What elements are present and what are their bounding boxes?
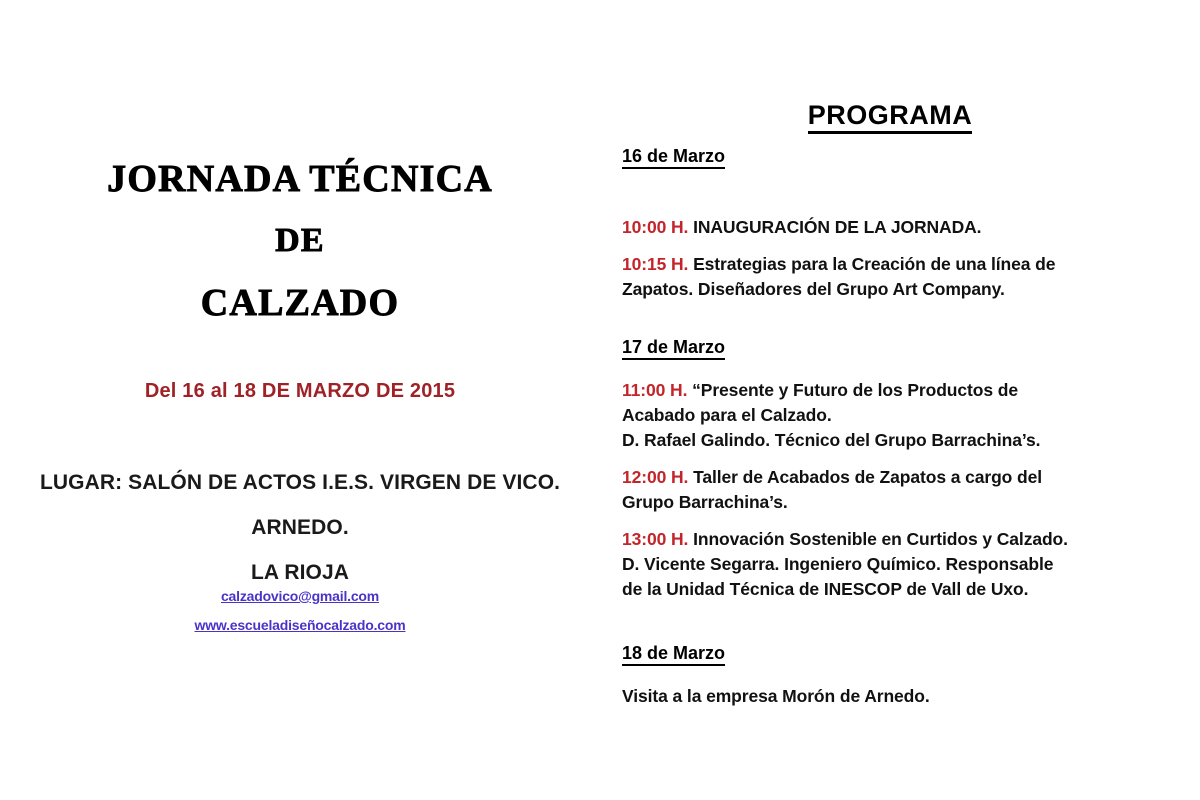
entry-desc: Taller de Acabados de Zapatos a cargo del: [688, 467, 1043, 487]
poster-title: [0, 148, 600, 334]
entry-time: 11:00 H.: [622, 380, 688, 400]
spacer: [622, 602, 1182, 642]
venue-line-place: LUGAR: SALÓN DE ACTOS I.E.S. VIRGEN DE VICO.: [39, 471, 561, 494]
schedule-entry: [622, 252, 1182, 302]
entry-cont-line: de la Unidad Técnica de INESCOP de Vall de Uxo.: [622, 579, 1029, 599]
spacer: [622, 302, 1182, 336]
spacer: [622, 515, 1182, 527]
schedule-entry: [622, 465, 1182, 515]
day-heading-16: [622, 145, 1182, 167]
entry-desc: Innovación Sostenible en Curtidos y Calzado.: [688, 529, 1068, 549]
schedule-entry: [622, 684, 1182, 709]
email-link[interactable]: calzadovico@gmail.com: [220, 588, 380, 604]
entry-time: 10:15 H.: [622, 254, 689, 274]
day-heading-17: [622, 336, 1182, 358]
venue-line-city: ARNEDO.: [251, 516, 349, 539]
entry-cont-line: Grupo Barrachina’s.: [622, 492, 788, 512]
day-heading-16-text: 16 de Marzo: [622, 146, 725, 169]
entry-cont-line: D. Vicente Segarra. Ingeniero Químico. Responsable: [622, 554, 1054, 574]
spacer: [622, 453, 1182, 465]
entry-cont-line: Zapatos. Diseñadores del Grupo Art Company.: [622, 279, 1005, 299]
day-group-18: [622, 642, 1182, 709]
website-link[interactable]: www.escueladiseñocalzado.com: [194, 617, 406, 633]
entry-desc: Estrategias para la Creación de una línea de: [688, 254, 1056, 274]
day-16-entries: [622, 215, 1182, 302]
programa-heading: [600, 100, 1180, 131]
day-group-17: [622, 336, 1182, 602]
title-line-3: CALZADO: [200, 282, 400, 324]
venue-block: [0, 460, 600, 595]
schedule-list: [622, 145, 1182, 709]
entry-cont-line: Acabado para el Calzado.: [622, 405, 832, 425]
entry-cont-line: D. Rafael Galindo. Técnico del Grupo Barrachina’s.: [622, 430, 1041, 450]
day-heading-18-text: 18 de Marzo: [622, 643, 725, 666]
event-date-line: Del 16 al 18 DE MARZO DE 2015: [144, 380, 456, 402]
entry-desc: Visita a la empresa Morón de Arnedo.: [622, 686, 930, 706]
schedule-entry: [622, 527, 1182, 602]
schedule-entry: [622, 215, 1182, 240]
entry-time: 13:00 H.: [622, 529, 689, 549]
spacer: [622, 664, 1182, 684]
day-group-16: [622, 145, 1182, 302]
entry-desc: “Presente y Futuro de los Productos de: [687, 380, 1018, 400]
title-line-2: DE: [275, 222, 325, 259]
entry-time: 10:00 H.: [622, 217, 689, 237]
programa-heading-text: PROGRAMA: [808, 100, 973, 134]
spacer: [622, 240, 1182, 252]
entry-time: 12:00 H.: [622, 467, 689, 487]
schedule-entry: [622, 378, 1182, 453]
title-line-1: JORNADA TÉCNICA: [107, 158, 493, 200]
spacer: [622, 167, 1182, 215]
day-18-entries: [622, 684, 1182, 709]
spacer: [622, 358, 1182, 378]
day-heading-17-text: 17 de Marzo: [622, 337, 725, 360]
contact-block: [0, 582, 600, 640]
entry-desc: INAUGURACIÓN DE LA JORNADA.: [688, 217, 982, 237]
day-17-entries: [622, 378, 1182, 602]
day-heading-18: [622, 642, 1182, 664]
right-column: [600, 0, 1200, 800]
venue-line-region: LA RIOJA: [250, 561, 350, 584]
